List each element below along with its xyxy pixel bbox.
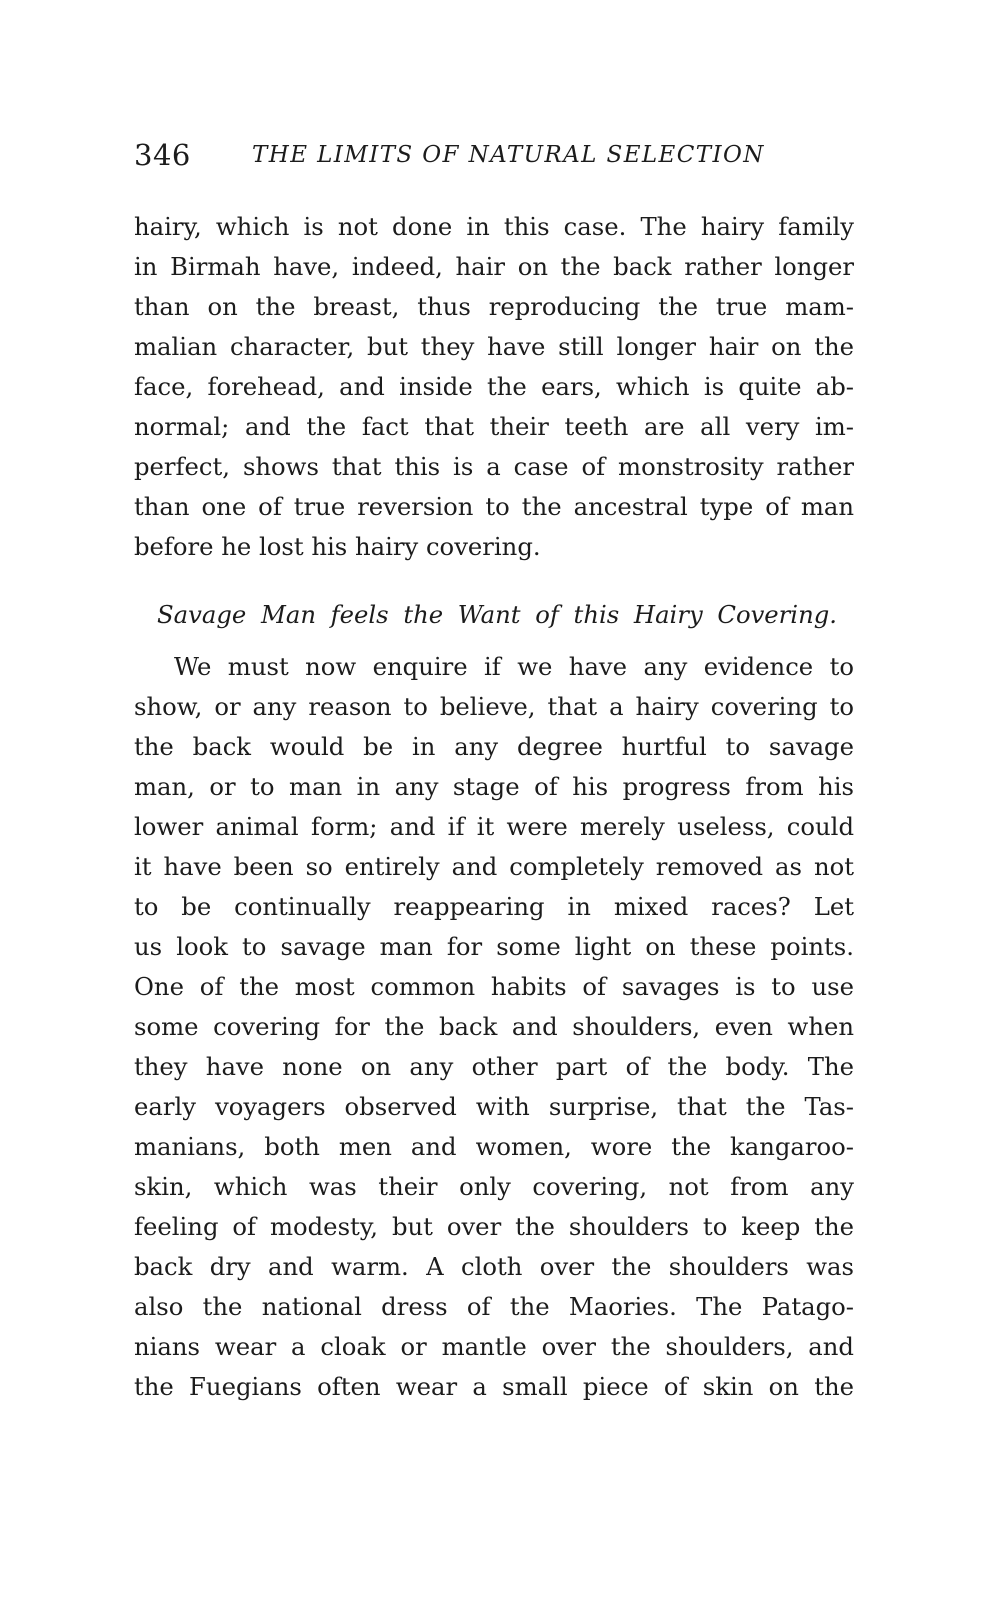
text-line: malian character, but they have still longer hair on the — [134, 332, 854, 361]
text-line: the Fuegians often wear a small piece of skin on the — [134, 1372, 854, 1401]
text-line: early voyagers observed with surprise, that the Tas- — [134, 1092, 854, 1121]
text-line: hairy, which is not done in this case. The hairy family — [134, 212, 854, 241]
section-heading: Savage Man feels the Want of this Hairy Covering. — [157, 600, 837, 629]
page-header — [134, 138, 864, 186]
text-line: perfect, shows that this is a case of monstrosity rather — [134, 452, 854, 481]
text-line: lower animal form; and if it were merely useless, could — [134, 812, 854, 841]
text-line: man, or to man in any stage of his progress from his — [134, 772, 854, 801]
text-line: manians, both men and women, wore the kangaroo- — [134, 1132, 854, 1161]
text-line: skin, which was their only covering, not from any — [134, 1172, 854, 1201]
running-title: THE LIMITS OF NATURAL SELECTION — [252, 142, 765, 168]
text-line: than one of true reversion to the ancestral type of man — [134, 492, 854, 521]
text-line: feeling of modesty, but over the shoulders to keep the — [134, 1212, 854, 1241]
text-line: the back would be in any degree hurtful to savage — [134, 732, 854, 761]
text-line: nians wear a cloak or mantle over the shoulders, and — [134, 1332, 854, 1361]
text-line: to be continually reappearing in mixed races? Let — [134, 892, 854, 921]
text-line: some covering for the back and shoulders, even when — [134, 1012, 854, 1041]
text-line: it have been so entirely and completely removed as not — [134, 852, 854, 881]
text-line: We must now enquire if we have any evidence to — [174, 652, 854, 681]
text-line: One of the most common habits of savages is to use — [134, 972, 854, 1001]
text-line: us look to savage man for some light on these points. — [134, 932, 854, 961]
text-line: before he lost his hairy covering. — [134, 532, 541, 561]
text-line: also the national dress of the Maories. The Patago- — [134, 1292, 854, 1321]
text-line: normal; and the fact that their teeth are all very im- — [134, 412, 854, 441]
text-line: than on the breast, thus reproducing the true mam- — [134, 292, 854, 321]
text-line: show, or any reason to believe, that a hairy covering to — [134, 692, 854, 721]
page-number: 346 — [134, 138, 191, 172]
text-line: back dry and warm. A cloth over the shoulders was — [134, 1252, 854, 1281]
text-line: they have none on any other part of the body. The — [134, 1052, 854, 1081]
text-line: face, forehead, and inside the ears, which is quite ab- — [134, 372, 854, 401]
text-line: in Birmah have, indeed, hair on the back rather longer — [134, 252, 854, 281]
